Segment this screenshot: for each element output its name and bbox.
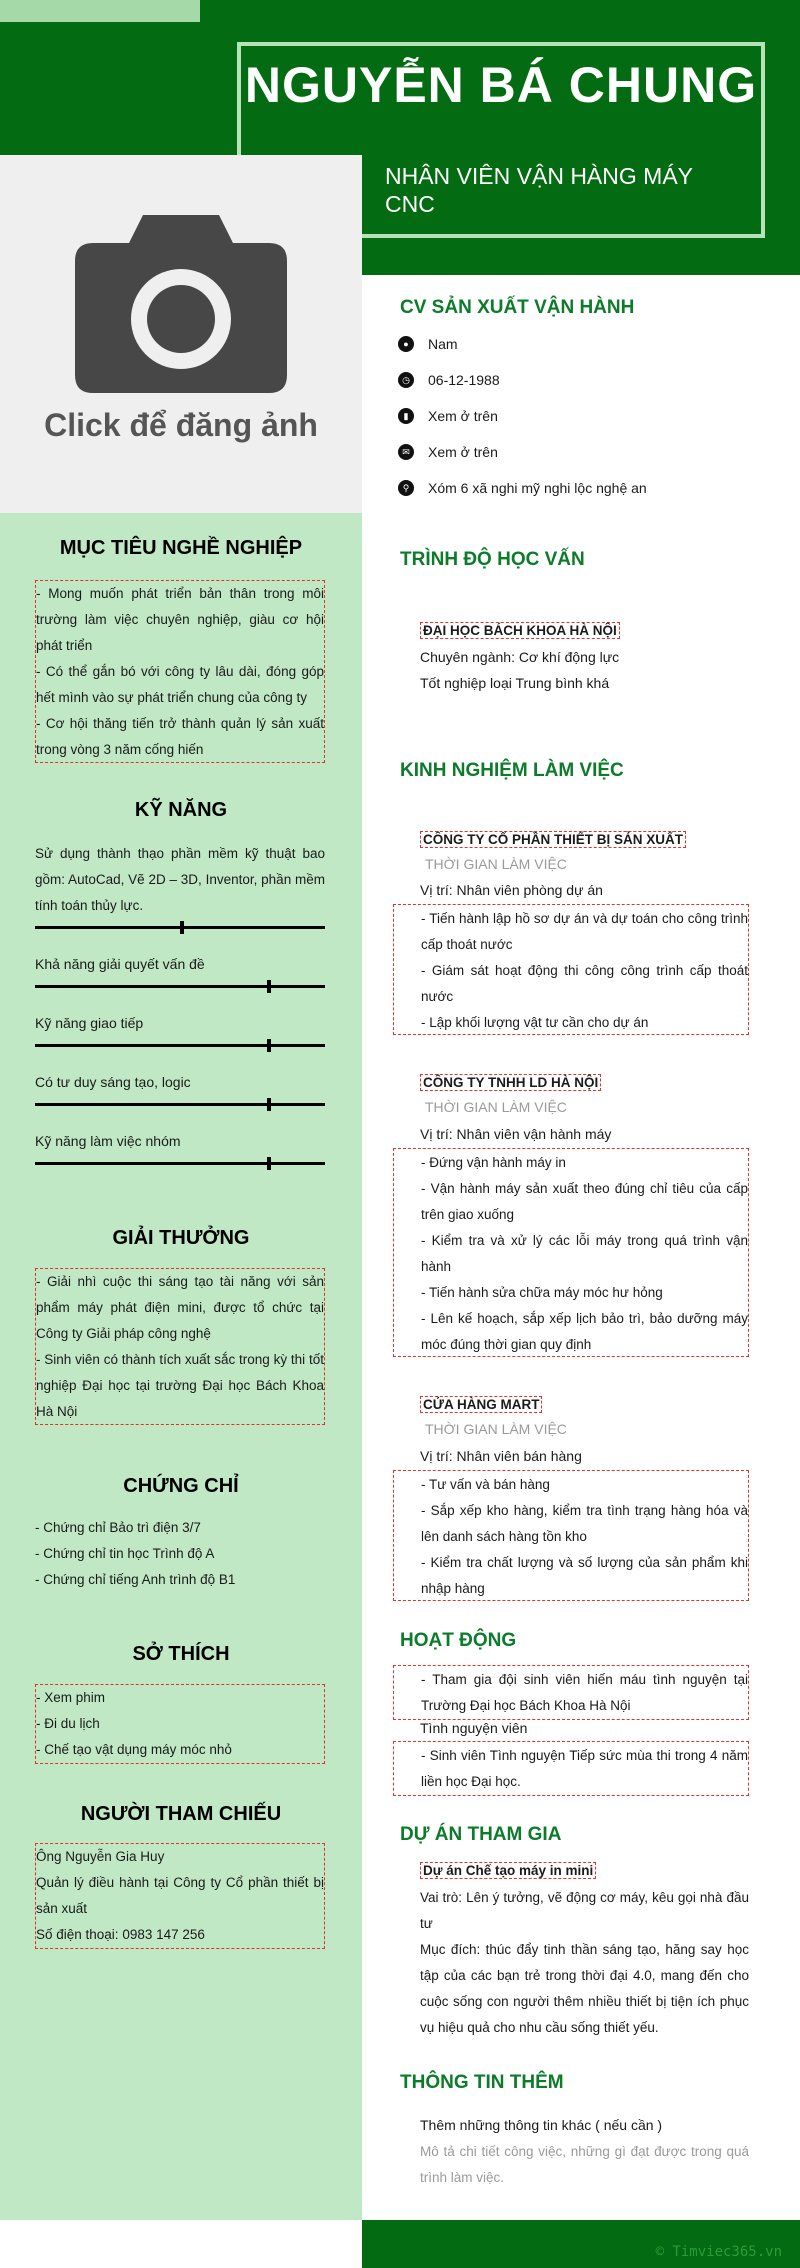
objective-line: - Có thể gắn bó với công ty lâu dài, đóng góp hết mình vào sự phát triển chung của công ty [36,664,324,705]
info-address[interactable] [398,477,647,499]
task-line: - Giám sát hoạt động thi công công trình cấp thoát nước [421,963,748,1004]
references-text[interactable] [35,1843,325,1949]
job-tasks[interactable] [393,1148,749,1357]
hobby-line: - Chế tạo vật dụng máy móc nhỏ [36,1742,232,1757]
camera-icon [73,207,289,395]
task-line: - Vận hành máy sản xuất theo đúng chỉ tiêu của cấp trên giao xuống [421,1181,748,1222]
project-role: Vai trò: Lên ý tưởng, vẽ động cơ máy, kêu gọi nhà đầu tư [420,1890,749,1931]
photo-upload[interactable] [0,155,362,513]
header-accent [0,0,200,22]
cv-title[interactable]: CV SẢN XUẤT VẬN HÀNH [400,297,635,318]
hobby-line: - Đi du lịch [36,1716,100,1731]
task-line: - Kiểm tra chất lượng và số lượng của sản phẩm khi nhập hàng [421,1555,748,1596]
job-tasks[interactable] [393,904,749,1035]
award-line: - Sinh viên có thành tích xuất sắc trong kỳ thi tốt nghiệp Đại học tại trường Đại học Bách Khoa Hà Nội [36,1352,324,1419]
skill-bar[interactable] [35,1044,325,1047]
school-name[interactable]: ĐẠI HỌC BÁCH KHOA HÀ NỘI [420,622,620,639]
projects-heading: DỰ ÁN THAM GIA [400,1824,562,1845]
activity-line: - Tham gia đội sinh viên hiến máu tình nguyện tại Trường Đại học Bách Khoa Hà Nội [421,1672,748,1713]
task-line: - Sắp xếp kho hàng, kiểm tra tình trạng hàng hóa và lên danh sách hàng tồn kho [421,1503,748,1544]
job-period[interactable]: THỜI GIAN LÀM VIỆC [425,1099,567,1115]
info-email[interactable] [398,441,498,463]
hobbies-heading: SỞ THÍCH [132,1643,230,1665]
skill-label: Có tư duy sáng tạo, logic [35,1074,191,1090]
info-text: Xóm 6 xã nghi mỹ nghi lộc nghệ an [428,480,647,496]
activities-heading: HOẠT ĐỘNG [400,1630,517,1651]
info-text: Xem ở trên [428,408,498,424]
skill-bar[interactable] [35,1103,325,1106]
extra-description[interactable]: Mô tả chi tiết công việc, những gì đạt được trong quá trình làm việc. [420,2144,749,2185]
email-icon: ✉ [398,444,414,460]
copyright: © Timviec365.vn [655,2244,782,2260]
task-line: - Kiểm tra và xử lý các lỗi máy trong quá trình vận hành [421,1233,748,1274]
extra-line[interactable]: Thêm những thông tin khác ( nếu cần ) [420,2117,663,2133]
clock-icon: ◷ [398,372,414,388]
project-details[interactable] [393,1884,749,2042]
company-name[interactable]: CÔNG TY CỔ PHẦN THIẾT BỊ SẢN XUẤT [420,831,686,848]
certificate-line: - Chứng chỉ tin học Trình độ A [35,1546,215,1561]
job-position[interactable]: Vị trí: Nhân viên vận hành máy [420,1126,612,1142]
awards-text[interactable] [35,1268,325,1425]
info-phone[interactable] [398,405,498,427]
location-icon: ⚲ [398,480,414,496]
objective-heading: MỤC TIÊU NGHỀ NGHIỆP [59,537,303,559]
hobbies-text[interactable] [35,1684,325,1764]
experience-heading: KINH NGHIỆM LÀM VIỆC [400,760,624,781]
task-line: - Lập khối lượng vật tư cần cho dự án [421,1015,649,1030]
skills-intro[interactable]: Sử dụng thành thạo phần mềm kỹ thuật bao gồm: AutoCad, Vẽ 2D – 3D, Inventor, phần mềm tính toán thủy lực. [35,846,325,913]
company-name[interactable]: CỬA HÀNG MART [420,1396,542,1413]
reference-line: Quản lý điều hành tại Công ty Cổ phần thiết bị sản xuất [36,1875,324,1916]
certificates-text[interactable] [35,1515,325,1595]
task-line: - Tiến hành sửa chữa máy móc hư hỏng [421,1285,663,1300]
reference-line: Ông Nguyễn Gia Huy [36,1849,165,1864]
info-text: Xem ở trên [428,444,498,460]
skill-bar-handle[interactable] [267,980,271,993]
skill-bar[interactable] [35,1162,325,1165]
objective-line: - Mong muốn phát triển bản thân trong môi trường làm việc chuyên nghiệp, giàu cơ hội phát triển [36,586,324,653]
skill-bar-handle[interactable] [267,1098,271,1111]
task-line: - Tiến hành lập hồ sơ dự án và dự toán cho công trình cấp thoát nước [421,911,748,952]
activity-item[interactable] [393,1665,749,1720]
certificate-line: - Chứng chỉ tiếng Anh trình độ B1 [35,1572,236,1587]
skill-bar-handle[interactable] [267,1039,271,1052]
job-position[interactable]: Vị trí: Nhân viên phòng dự án [420,882,603,898]
skill-bar-handle[interactable] [267,1157,271,1170]
job-tasks[interactable] [393,1470,749,1601]
job-position[interactable]: Vị trí: Nhân viên bán hàng [420,1448,582,1464]
skill-label: Kỹ năng làm việc nhóm [35,1133,181,1149]
skill-bar-handle[interactable] [180,921,184,934]
certificate-line: - Chứng chỉ Bảo trì điện 3/7 [35,1520,201,1535]
skills-heading: KỸ NĂNG [134,799,228,821]
awards-heading: GIẢI THƯỞNG [112,1227,250,1249]
job-period[interactable]: THỜI GIAN LÀM VIỆC [425,856,567,872]
extra-heading: THÔNG TIN THÊM [400,2072,564,2093]
skill-label: Khả năng giải quyết vấn đề [35,956,205,972]
objective-text[interactable] [35,580,325,763]
education-grade[interactable]: Tốt nghiệp loại Trung bình khá [420,675,610,691]
project-purpose: Mục đích: thúc đẩy tinh thần sáng tạo, hăng say học tập của các bạn trẻ trong thời đại 4.0, mang đến cho cuộc sống con người thêm nhiều thiết bị tiện ích phục vụ hiệu quả cho nhu cầu sống thiết yếu. [420,1942,749,2035]
skill-bar[interactable] [35,985,325,988]
task-line: - Tư vấn và bán hàng [421,1477,550,1492]
candidate-name[interactable]: NGUYỄN BÁ CHUNG [244,57,758,113]
skill-label: Kỹ năng giao tiếp [35,1015,144,1031]
job-title[interactable]: NHÂN VIÊN VẬN HÀNG MÁY CNC [385,163,693,217]
info-text: 06-12-1988 [428,372,500,388]
activity-item[interactable] [393,1741,749,1796]
skill-bar[interactable] [35,926,325,929]
info-birthday[interactable] [398,369,500,391]
task-line: - Đứng vận hành máy in [421,1155,566,1170]
education-heading: TRÌNH ĐỘ HỌC VẤN [400,549,585,570]
award-line: - Giải nhì cuộc thi sáng tạo tài năng với sản phẩm máy phát điện mini, được tổ chức tại Công ty Giải pháp công nghệ [36,1274,324,1341]
activity-role[interactable]: Tình nguyện viên [420,1720,528,1736]
info-text: Nam [428,336,458,352]
info-gender[interactable] [398,333,458,355]
references-heading: NGƯỜI THAM CHIẾU [80,1803,282,1825]
education-major[interactable]: Chuyên ngành: Cơ khí động lực [420,649,620,665]
phone-icon: ▮ [398,408,414,424]
photo-upload-label: Click để đăng ảnh [44,407,318,443]
reference-line: Số điện thoại: 0983 147 256 [36,1927,205,1942]
task-line: - Lên kế hoạch, sắp xếp lịch bảo trì, bảo dưỡng máy móc đúng thời gian quy định [421,1311,748,1352]
company-name[interactable]: CÔNG TY TNHH LD HÀ NỘI [420,1074,601,1091]
project-name[interactable]: Dự án Chế tạo máy in mini [420,1862,596,1879]
activity-line: - Sinh viên Tình nguyện Tiếp sức mùa thi trong 4 năm liền học Đại học. [421,1748,748,1789]
job-period[interactable]: THỜI GIAN LÀM VIỆC [425,1421,567,1437]
certificates-heading: CHỨNG CHỈ [123,1475,239,1497]
person-icon: ● [398,336,414,352]
hobby-line: - Xem phim [36,1690,106,1705]
objective-line: - Cơ hội thăng tiến trở thành quản lý sản xuất trong vòng 3 năm cống hiến [36,716,324,757]
